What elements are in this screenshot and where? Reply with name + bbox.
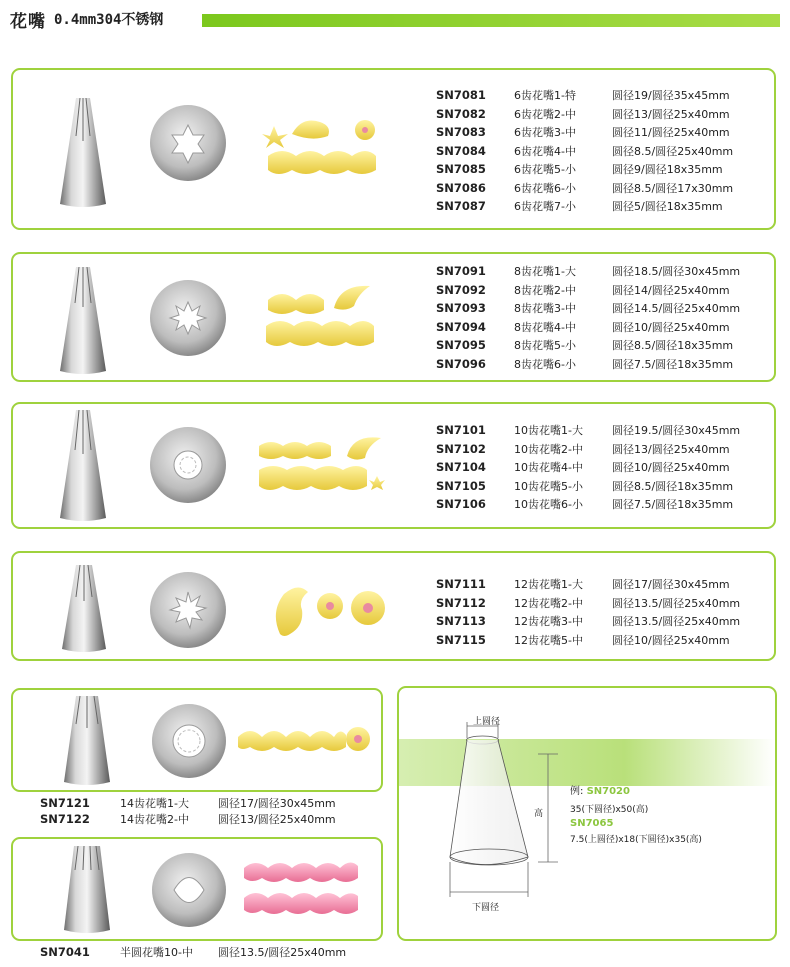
product-name: 12齿花嘴2-中 <box>514 596 583 610</box>
spec-list <box>436 421 740 514</box>
cream-sample-icon <box>255 432 385 494</box>
product-name: 8齿花嘴3-中 <box>514 302 576 316</box>
spec-row <box>436 575 740 594</box>
spec-row <box>436 179 733 198</box>
product-size: 圆径8.5/圆径17x30mm <box>612 181 734 195</box>
product-name: 14齿花嘴1-大 <box>120 797 189 810</box>
product-name: 6齿花嘴2-中 <box>514 107 576 121</box>
product-size: 圆径13/圆径25x40mm <box>612 107 730 121</box>
page-subtitle: 0.4mm304不锈钢 <box>54 12 164 28</box>
product-name: 10齿花嘴5-小 <box>514 479 583 493</box>
product-code: SN7084 <box>436 143 486 158</box>
spec-row <box>40 811 336 827</box>
cone-diagram <box>430 712 570 912</box>
spec-list <box>436 575 740 649</box>
product-size: 圆径10/圆径25x40mm <box>612 461 730 475</box>
spec-row <box>436 421 740 440</box>
spec-row <box>436 477 740 496</box>
product-size: 圆径7.5/圆径18x35mm <box>612 498 734 512</box>
product-size: 圆径13/圆径25x40mm <box>612 442 730 456</box>
product-code: SN7094 <box>436 319 486 334</box>
product-name: 14齿花嘴2-中 <box>120 813 189 826</box>
spec-row <box>436 440 740 459</box>
spec-row <box>436 160 733 179</box>
product-size: 圆径11/圆径25x40mm <box>612 126 730 140</box>
cream-sample-icon <box>268 582 393 644</box>
cream-sample-icon <box>236 717 371 759</box>
spec-row <box>436 262 740 281</box>
product-code: SN7111 <box>436 577 486 592</box>
spec-row <box>436 631 740 650</box>
piping-tip-icon <box>58 408 108 522</box>
product-size: 圆径19/圆径35x45mm <box>612 89 730 103</box>
spec-row <box>436 299 740 318</box>
product-size: 圆径13.5/圆径25x40mm <box>218 946 347 959</box>
spec-row <box>436 355 740 374</box>
product-code: SN7106 <box>436 497 486 512</box>
product-name: 8齿花嘴5-小 <box>514 339 576 353</box>
product-name: 10齿花嘴1-大 <box>514 424 583 438</box>
product-size: 圆径18.5/圆径30x45mm <box>612 265 741 279</box>
product-code: SN7087 <box>436 199 486 214</box>
product-size: 圆径8.5/圆径18x35mm <box>612 339 734 353</box>
spec-row <box>436 197 733 216</box>
product-size: 圆径19.5/圆径30x45mm <box>612 424 741 438</box>
cream-sample-icon <box>240 852 362 922</box>
piping-tip-icon <box>62 844 112 934</box>
product-name: 6齿花嘴5-小 <box>514 163 576 177</box>
product-code: SN7081 <box>436 88 486 103</box>
example-block <box>570 782 702 845</box>
product-name: 12齿花嘴5-中 <box>514 633 583 647</box>
product-size: 圆径9/圆径18x35mm <box>612 163 723 177</box>
product-code: SN7121 <box>40 796 90 810</box>
product-code: SN7122 <box>40 812 90 826</box>
product-name: 6齿花嘴1-特 <box>514 89 576 103</box>
header-accent-bar <box>202 14 780 27</box>
spec-row <box>40 944 346 960</box>
product-name: 8齿花嘴4-中 <box>514 320 576 334</box>
spec-list <box>40 944 346 960</box>
tip-opening-icon <box>148 278 228 358</box>
product-name: 8齿花嘴2-中 <box>514 283 576 297</box>
piping-tip-icon <box>62 694 112 786</box>
spec-row <box>436 142 733 161</box>
product-code: SN7093 <box>436 301 486 316</box>
product-code: SN7105 <box>436 478 486 493</box>
top-diameter-label: 上圆径 <box>473 717 501 727</box>
product-code: SN7115 <box>436 632 486 647</box>
example-code-1: SN7020 <box>586 786 630 797</box>
product-size: 圆径5/圆径18x35mm <box>612 200 723 214</box>
example-code-2: SN7065 <box>570 818 614 829</box>
product-size: 圆径7.5/圆径18x35mm <box>612 357 734 371</box>
product-code: SN7086 <box>436 180 486 195</box>
spec-row <box>40 795 336 811</box>
cream-sample-icon <box>262 112 377 182</box>
product-code: SN7112 <box>436 595 486 610</box>
spec-row <box>436 612 740 631</box>
spec-row <box>436 123 733 142</box>
product-name: 6齿花嘴7-小 <box>514 200 576 214</box>
page-title: 花嘴 <box>10 11 46 32</box>
product-size: 圆径8.5/圆径18x35mm <box>612 479 734 493</box>
product-code: SN7104 <box>436 460 486 475</box>
product-code: SN7092 <box>436 282 486 297</box>
product-size: 圆径14/圆径25x40mm <box>612 283 730 297</box>
product-name: 半圆花嘴10-中 <box>120 946 193 959</box>
product-size: 圆径8.5/圆径25x40mm <box>612 144 734 158</box>
product-code: SN7095 <box>436 338 486 353</box>
product-size: 圆径10/圆径25x40mm <box>612 320 730 334</box>
piping-tip-icon <box>58 96 108 208</box>
spec-row <box>436 594 740 613</box>
product-code: SN7096 <box>436 356 486 371</box>
piping-tip-icon <box>58 265 108 375</box>
spec-row <box>436 318 740 337</box>
cream-sample-icon <box>262 280 377 352</box>
product-size: 圆径13.5/圆径25x40mm <box>612 596 741 610</box>
product-name: 6齿花嘴6-小 <box>514 181 576 195</box>
product-name: 10齿花嘴6-小 <box>514 498 583 512</box>
example-label: 例: <box>570 786 584 797</box>
tip-opening-icon <box>150 702 228 780</box>
product-code: SN7083 <box>436 125 486 140</box>
product-code: SN7113 <box>436 614 486 629</box>
product-name: 8齿花嘴6-小 <box>514 357 576 371</box>
spec-row <box>436 105 733 124</box>
product-code: SN7082 <box>436 106 486 121</box>
page-header <box>10 8 163 30</box>
piping-tip-icon <box>60 563 108 653</box>
spec-row <box>436 336 740 355</box>
product-size: 圆径14.5/圆径25x40mm <box>612 302 741 316</box>
tip-opening-icon <box>150 851 228 929</box>
product-size: 圆径10/圆径25x40mm <box>612 633 730 647</box>
spec-row <box>436 458 740 477</box>
product-code: SN7091 <box>436 264 486 279</box>
spec-list <box>436 86 733 216</box>
spec-row <box>436 281 740 300</box>
product-size: 圆径13.5/圆径25x40mm <box>612 615 741 629</box>
product-name: 10齿花嘴2-中 <box>514 442 583 456</box>
product-name: 12齿花嘴3-中 <box>514 615 583 629</box>
spec-row <box>436 86 733 105</box>
tip-opening-icon <box>148 425 228 505</box>
product-size: 圆径17/圆径30x45mm <box>218 797 336 810</box>
product-name: 8齿花嘴1-大 <box>514 265 576 279</box>
bottom-diameter-label: 下圆径 <box>472 903 500 913</box>
product-code: SN7085 <box>436 162 486 177</box>
tip-opening-icon <box>148 570 228 650</box>
product-name: 10齿花嘴4-中 <box>514 461 583 475</box>
product-name: 6齿花嘴3-中 <box>514 126 576 140</box>
spec-list <box>436 262 740 373</box>
height-label: 高 <box>534 809 544 819</box>
product-code: SN7101 <box>436 423 486 438</box>
product-name: 12齿花嘴1-大 <box>514 578 583 592</box>
spec-list <box>40 795 336 827</box>
product-code: SN7041 <box>40 945 90 959</box>
product-size: 圆径17/圆径30x45mm <box>612 578 730 592</box>
tip-opening-icon <box>148 103 228 183</box>
product-code: SN7102 <box>436 441 486 456</box>
spec-row <box>436 495 740 514</box>
example-desc-2: 7.5(上圆径)x18(下圆径)x35(高) <box>570 835 702 845</box>
example-desc-1: 35(下圆径)x50(高) <box>570 805 649 815</box>
product-name: 6齿花嘴4-中 <box>514 144 576 158</box>
product-size: 圆径13/圆径25x40mm <box>218 813 336 826</box>
